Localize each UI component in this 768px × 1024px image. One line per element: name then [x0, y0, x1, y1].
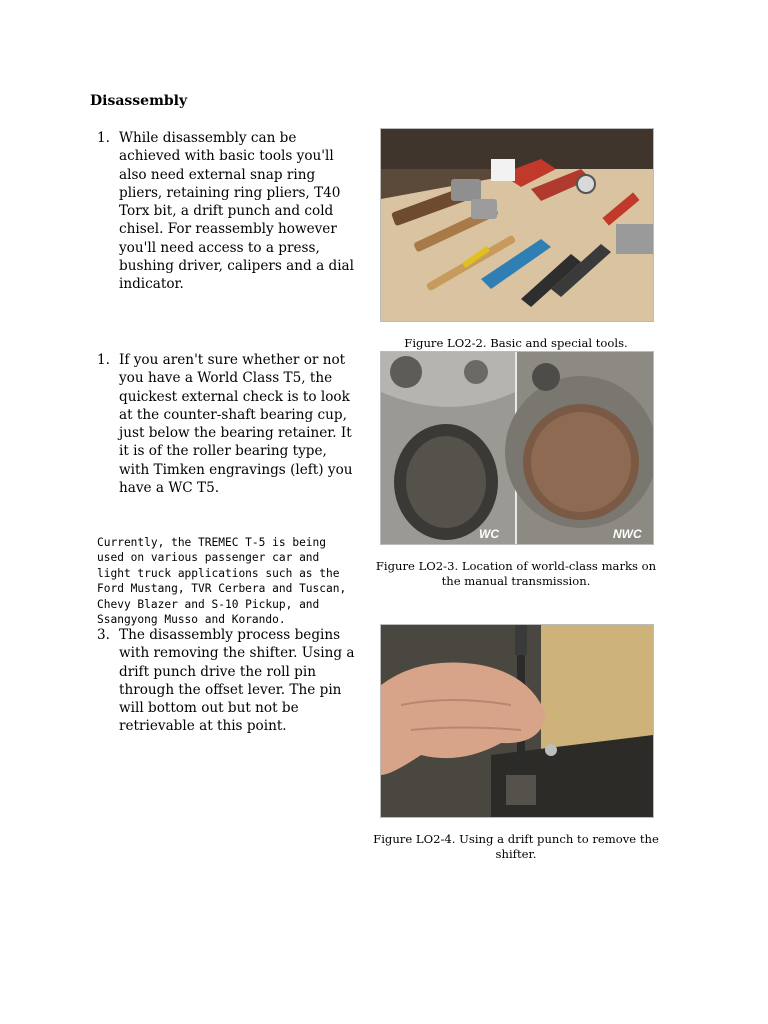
- nwc-label: NWC: [613, 527, 642, 541]
- list-number: 1.: [97, 352, 110, 368]
- wc-label: WC: [479, 527, 499, 541]
- drift-punch-photo: [380, 624, 654, 818]
- list-item: [97, 626, 359, 736]
- list-number: 3.: [97, 627, 110, 643]
- section-heading: Disassembly: [90, 93, 188, 109]
- list-item: [97, 351, 359, 497]
- list-number: 1.: [97, 130, 110, 146]
- tremec-note: Currently, the TREMEC T-5 is being used on various passenger car and light truck applications such as the Ford Mustang, TVR Cerbera and Tuscan, Chevy Blazer and S-10 Pickup, and Ssangyong Musso and Korando.: [97, 536, 347, 627]
- tools-photo: [380, 128, 654, 322]
- figure-caption: Figure LO2-3. Location of world-class marks on the manual transmission.: [375, 559, 657, 588]
- figure-caption: Figure LO2-4. Using a drift punch to remove the shifter.: [373, 832, 659, 861]
- list-text: While disassembly can be achieved with basic tools you'll also need external snap ring pliers, retaining ring pliers, T40 Torx bit, a drift punch and cold chisel. For reassembly however you'll need access to a press, bushing driver, calipers and a dial indicator.: [119, 130, 354, 293]
- list-item: [97, 129, 359, 294]
- figure-caption: Figure LO2-2. Basic and special tools.: [404, 336, 628, 350]
- bearing-comparison-photo: [380, 351, 654, 545]
- list-text: The disassembly process begins with removing the shifter. Using a drift punch drive the roll pin through the offset lever. The pin will bottom out but not be retrievable at this point.: [119, 627, 355, 735]
- list-text: If you aren't sure whether or not you have a World Class T5, the quickest external check is to look at the counter-shaft bearing cup, just below the bearing retainer. It it is of the roller bearing type, with Timken engravings (left) you have a WC T5.: [119, 352, 353, 497]
